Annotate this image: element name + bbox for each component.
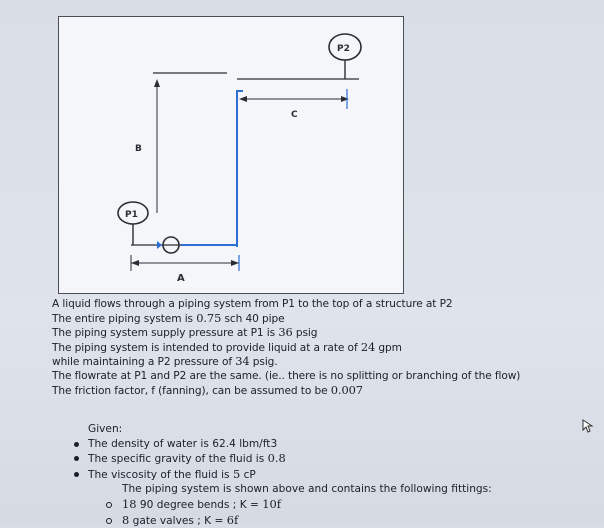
given-section xyxy=(70,422,570,528)
dimension-b-arrow-up xyxy=(154,79,160,87)
problem-line-4: The piping system is intended to provide liquid at a rate of 24 gpm xyxy=(52,339,402,354)
pipe-riser xyxy=(237,91,243,247)
problem-line-1: A liquid flows through a piping system from P1 to the top of a structure at P2 xyxy=(52,298,453,310)
problem-statement xyxy=(52,298,592,398)
dimension-a-arrow-left xyxy=(131,260,139,266)
given-item-specific-gravity: The specific gravity of the fluid is 0.8 xyxy=(70,451,570,467)
dimension-c-arrow-right xyxy=(341,96,349,102)
fitting-item-bends: 18 90 degree bends ; K = 10f xyxy=(70,497,570,513)
given-title: Given: xyxy=(88,423,123,435)
label-c: C xyxy=(291,110,298,120)
piping-diagram xyxy=(58,16,404,294)
label-b: B xyxy=(135,144,142,154)
label-a: A xyxy=(177,273,185,284)
problem-line-5: while maintaining a P2 pressure of 34 psig. xyxy=(52,354,278,369)
fittings-list xyxy=(70,497,570,528)
given-list xyxy=(70,437,570,483)
mouse-cursor-icon xyxy=(582,418,594,437)
problem-line-6: The flowrate at P1 and P2 are the same. (ie.. there is no splitting or branching of the flow) xyxy=(52,369,521,382)
dimension-c-arrow-left xyxy=(239,96,247,102)
problem-line-7: The friction factor, f (fanning), can be assumed to be 0.007 xyxy=(52,382,363,397)
fittings-intro: The piping system is shown above and contains the following fittings: xyxy=(122,483,492,496)
given-item-viscosity: The viscosity of the fluid is 5 cP xyxy=(70,467,570,483)
given-item-density: The density of water is 62.4 lbm/ft3 xyxy=(70,437,570,452)
fitting-item-gate-valves: 8 gate valves ; K = 6f xyxy=(70,513,570,528)
dimension-a-arrow-right xyxy=(231,260,239,266)
label-p1: P1 xyxy=(125,210,138,220)
label-p2: P2 xyxy=(337,44,350,54)
piping-diagram-svg xyxy=(59,17,403,293)
problem-line-2: The entire piping system is 0.75 sch 40 pipe xyxy=(52,310,285,325)
problem-line-3: The piping system supply pressure at P1 is 36 psig xyxy=(52,325,318,340)
flow-arrow xyxy=(157,241,162,249)
